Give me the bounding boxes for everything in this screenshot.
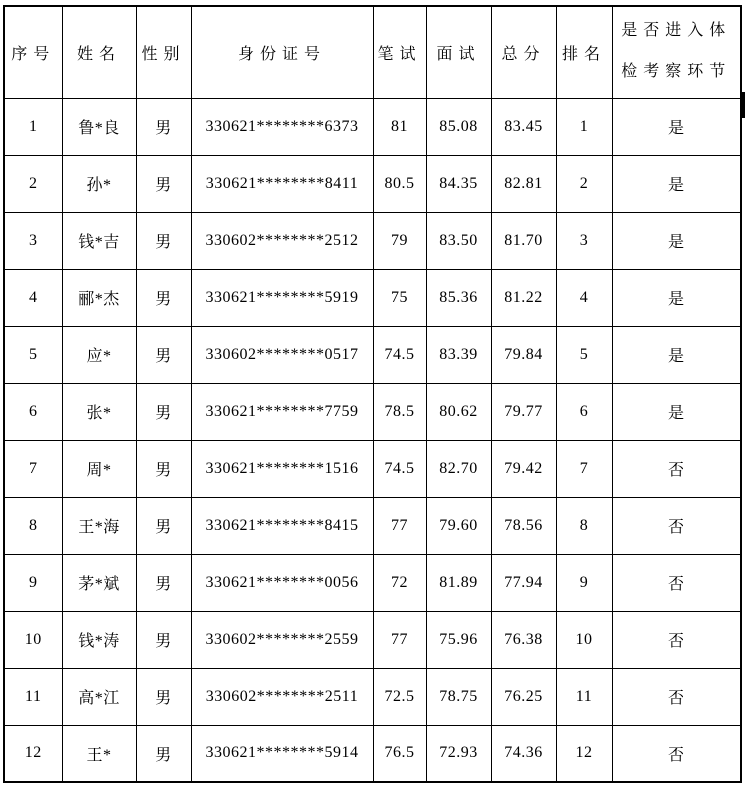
cell-gender: 男 <box>136 725 191 782</box>
cell-name: 应* <box>62 326 136 383</box>
cell-interview: 83.50 <box>426 212 491 269</box>
cell-total: 79.84 <box>491 326 556 383</box>
table-body <box>4 98 741 782</box>
cell-advance: 是 <box>612 155 741 212</box>
cell-total: 79.77 <box>491 383 556 440</box>
cell-total: 81.70 <box>491 212 556 269</box>
cell-total: 82.81 <box>491 155 556 212</box>
cell-gender: 男 <box>136 668 191 725</box>
cell-total: 76.25 <box>491 668 556 725</box>
cell-name: 鲁*良 <box>62 98 136 155</box>
cell-written: 77 <box>373 497 426 554</box>
cell-rank: 3 <box>556 212 612 269</box>
cell-rank: 2 <box>556 155 612 212</box>
cell-interview: 80.62 <box>426 383 491 440</box>
cell-id_number: 330621********0056 <box>191 554 373 611</box>
cell-id_number: 330602********2512 <box>191 212 373 269</box>
cell-index: 5 <box>4 326 62 383</box>
cell-written: 79 <box>373 212 426 269</box>
cell-name: 钱*涛 <box>62 611 136 668</box>
cell-rank: 5 <box>556 326 612 383</box>
cell-rank: 6 <box>556 383 612 440</box>
cell-index: 7 <box>4 440 62 497</box>
cell-name: 钱*吉 <box>62 212 136 269</box>
cell-advance: 否 <box>612 554 741 611</box>
column-header-rank: 排名 <box>556 6 612 98</box>
cell-advance: 否 <box>612 497 741 554</box>
cell-index: 11 <box>4 668 62 725</box>
cell-written: 80.5 <box>373 155 426 212</box>
cell-written: 75 <box>373 269 426 326</box>
cell-advance: 是 <box>612 383 741 440</box>
cell-rank: 11 <box>556 668 612 725</box>
table-row <box>4 212 741 269</box>
cell-gender: 男 <box>136 326 191 383</box>
cell-gender: 男 <box>136 440 191 497</box>
column-header-advance: 是否进入体检考察环节 <box>612 6 741 98</box>
cell-written: 76.5 <box>373 725 426 782</box>
cell-name: 茅*斌 <box>62 554 136 611</box>
cell-name: 张* <box>62 383 136 440</box>
cell-rank: 4 <box>556 269 612 326</box>
cell-rank: 7 <box>556 440 612 497</box>
table-row <box>4 611 741 668</box>
cell-gender: 男 <box>136 269 191 326</box>
cell-interview: 85.36 <box>426 269 491 326</box>
cell-index: 9 <box>4 554 62 611</box>
cell-name: 王* <box>62 725 136 782</box>
cell-id_number: 330621********8415 <box>191 497 373 554</box>
cell-id_number: 330602********2559 <box>191 611 373 668</box>
cell-id_number: 330621********7759 <box>191 383 373 440</box>
cell-rank: 10 <box>556 611 612 668</box>
cell-total: 78.56 <box>491 497 556 554</box>
cell-written: 74.5 <box>373 326 426 383</box>
cell-gender: 男 <box>136 497 191 554</box>
cell-advance: 是 <box>612 212 741 269</box>
table-row <box>4 98 741 155</box>
cell-interview: 79.60 <box>426 497 491 554</box>
table-row <box>4 554 741 611</box>
cell-id_number: 330621********6373 <box>191 98 373 155</box>
cell-id_number: 330621********5919 <box>191 269 373 326</box>
cell-index: 6 <box>4 383 62 440</box>
cell-interview: 83.39 <box>426 326 491 383</box>
cell-id_number: 330602********0517 <box>191 326 373 383</box>
cell-index: 12 <box>4 725 62 782</box>
table-row <box>4 497 741 554</box>
cell-index: 2 <box>4 155 62 212</box>
cell-name: 周* <box>62 440 136 497</box>
cell-written: 81 <box>373 98 426 155</box>
cell-gender: 男 <box>136 611 191 668</box>
cell-rank: 8 <box>556 497 612 554</box>
cell-rank: 9 <box>556 554 612 611</box>
results-table <box>3 5 742 783</box>
cell-advance: 否 <box>612 725 741 782</box>
cell-name: 高*江 <box>62 668 136 725</box>
cell-rank: 12 <box>556 725 612 782</box>
cell-gender: 男 <box>136 212 191 269</box>
cell-written: 77 <box>373 611 426 668</box>
cell-id_number: 330621********8411 <box>191 155 373 212</box>
cell-advance: 否 <box>612 440 741 497</box>
column-header-written: 笔试 <box>373 6 426 98</box>
cell-index: 4 <box>4 269 62 326</box>
cell-interview: 75.96 <box>426 611 491 668</box>
cell-id_number: 330621********5914 <box>191 725 373 782</box>
cell-id_number: 330621********1516 <box>191 440 373 497</box>
column-header-gender: 性别 <box>136 6 191 98</box>
column-header-id_number: 身份证号 <box>191 6 373 98</box>
cell-gender: 男 <box>136 155 191 212</box>
table-header <box>4 6 741 98</box>
cell-advance: 否 <box>612 668 741 725</box>
cell-gender: 男 <box>136 383 191 440</box>
cell-total: 74.36 <box>491 725 556 782</box>
cell-name: 王*海 <box>62 497 136 554</box>
column-header-name: 姓名 <box>62 6 136 98</box>
cell-advance: 是 <box>612 326 741 383</box>
cell-total: 76.38 <box>491 611 556 668</box>
cell-interview: 85.08 <box>426 98 491 155</box>
cell-index: 3 <box>4 212 62 269</box>
cell-id_number: 330602********2511 <box>191 668 373 725</box>
cell-name: 孙* <box>62 155 136 212</box>
cell-written: 72 <box>373 554 426 611</box>
column-header-interview: 面试 <box>426 6 491 98</box>
cell-interview: 78.75 <box>426 668 491 725</box>
cell-interview: 84.35 <box>426 155 491 212</box>
cell-advance: 是 <box>612 98 741 155</box>
cell-interview: 81.89 <box>426 554 491 611</box>
cell-index: 1 <box>4 98 62 155</box>
cell-gender: 男 <box>136 98 191 155</box>
cell-advance: 是 <box>612 269 741 326</box>
header-row <box>4 6 741 98</box>
column-header-index: 序号 <box>4 6 62 98</box>
cell-written: 72.5 <box>373 668 426 725</box>
cell-interview: 82.70 <box>426 440 491 497</box>
cell-written: 74.5 <box>373 440 426 497</box>
table-row <box>4 269 741 326</box>
cell-total: 79.42 <box>491 440 556 497</box>
table-row <box>4 326 741 383</box>
cell-written: 78.5 <box>373 383 426 440</box>
cursor-artifact <box>742 92 745 118</box>
table-row <box>4 668 741 725</box>
cell-gender: 男 <box>136 554 191 611</box>
column-header-total: 总分 <box>491 6 556 98</box>
table-row <box>4 383 741 440</box>
cell-total: 77.94 <box>491 554 556 611</box>
cell-interview: 72.93 <box>426 725 491 782</box>
cell-name: 郦*杰 <box>62 269 136 326</box>
table-row <box>4 155 741 212</box>
cell-total: 83.45 <box>491 98 556 155</box>
cell-total: 81.22 <box>491 269 556 326</box>
table-row <box>4 440 741 497</box>
cell-rank: 1 <box>556 98 612 155</box>
cell-index: 10 <box>4 611 62 668</box>
cell-advance: 否 <box>612 611 741 668</box>
table-row <box>4 725 741 782</box>
cell-index: 8 <box>4 497 62 554</box>
